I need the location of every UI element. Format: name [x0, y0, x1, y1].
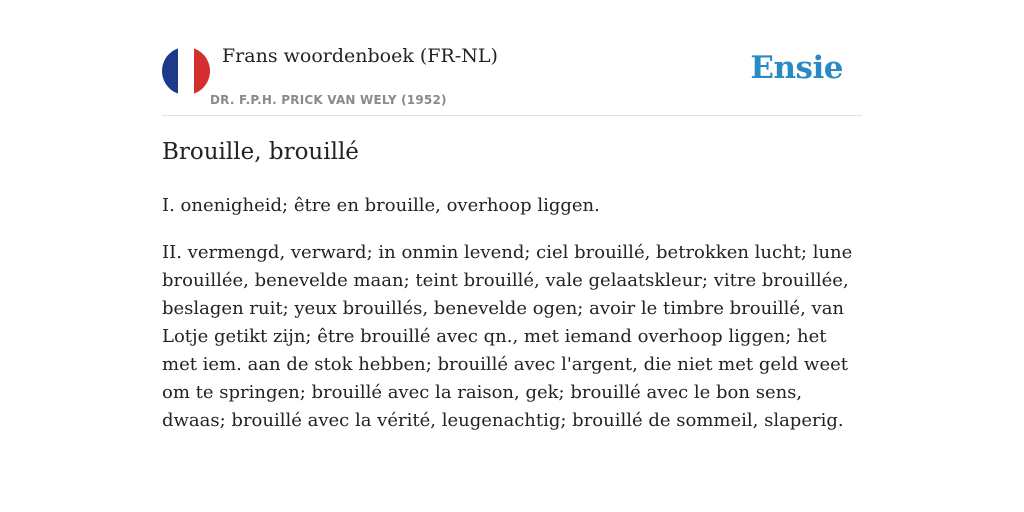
entry-title: Brouille, brouillé — [162, 139, 359, 165]
brand-logo[interactable]: Ensie — [750, 50, 843, 86]
france-flag-icon — [162, 47, 210, 95]
dictionary-title[interactable]: Frans woordenboek (FR-NL) — [222, 45, 498, 67]
dictionary-author: DR. F.P.H. PRICK VAN WELY (1952) — [210, 93, 447, 107]
definition-2: II. vermengd, verward; in onmin levend; ciel brouillé, betrokken lucht; lune brouillée, benevelde maan; teint brouillé, vale gelaatskleur; vitre brouillée, beslagen ruit; yeux brouillés, benevelde ogen; avoir le timbre brouillé, van Lotje getikt zijn; être brouillé avec qn., met iemand overhoop liggen; het met iem. aan de stok hebben; brouillé avec l'argent, die niet met geld weet om te springen; brouillé avec la raison, gek; brouillé avec le bon sens, dwaas; brouillé avec la vérité, leugenachtig; brouillé de sommeil, slaperig. — [162, 242, 853, 431]
header-divider — [162, 115, 862, 116]
definition-1: I. onenigheid; être en brouille, overhoop liggen. — [162, 195, 600, 216]
